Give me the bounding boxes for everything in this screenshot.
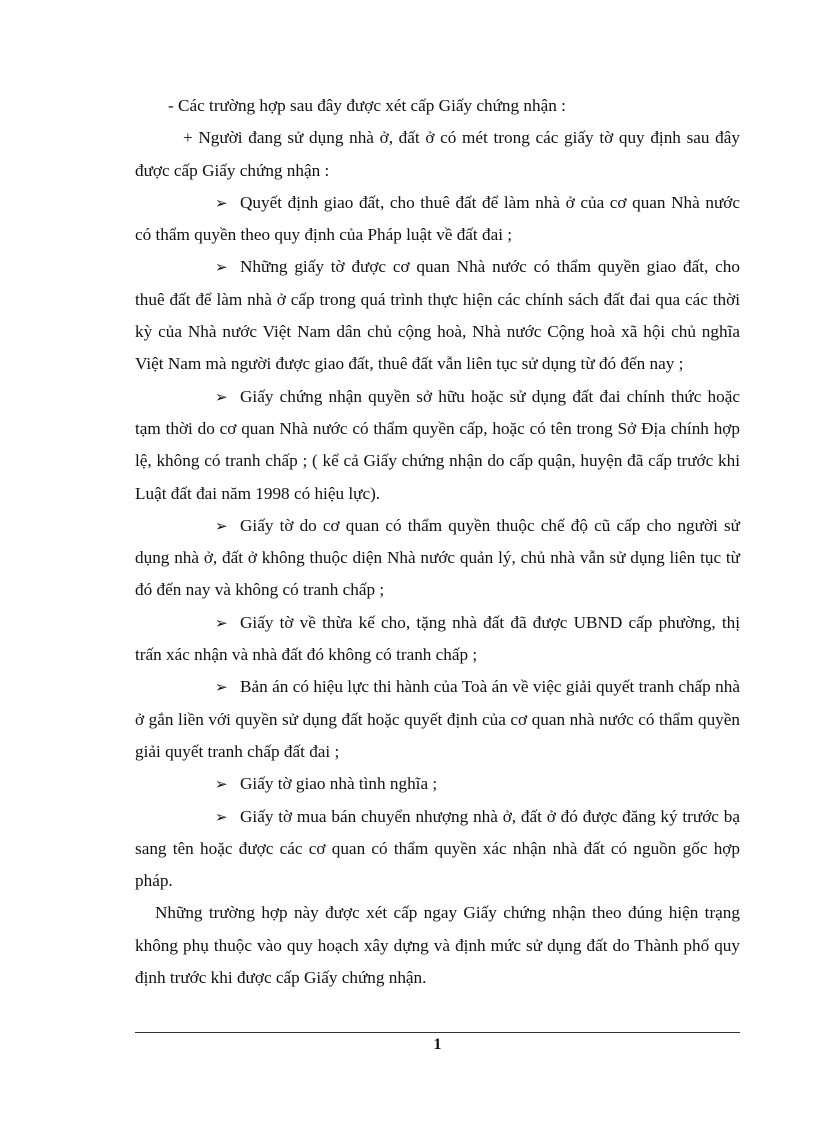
bullet-text: Giấy tờ do cơ quan có thẩm quyền thuộc chế độ cũ cấp cho người sử dụng nhà ở, đất ở không thuộc diện Nhà nước quản lý, chủ nhà vẫn sử dụng liên tục từ đó đến nay và không có tranh chấp ; (135, 515, 740, 600)
bullet-text: Giấy tờ giao nhà tình nghĩa ; (240, 774, 438, 794)
bullet-text: Giấy tờ mua bán chuyển nhượng nhà ở, đất ở đó được đăng ký trước bạ sang tên hoặc được các cơ quan có thẩm quyền xác nhận nhà đất có nguồn gốc hợp pháp. (135, 806, 740, 891)
bullet-text: Những giấy tờ được cơ quan Nhà nước có thẩm quyền giao đất, cho thuê đất để làm nhà ở cấp trong quá trình thực hiện các chính sách đất đai qua các thời kỳ của Nhà nước Việt Nam dân chủ cộng hoà, Nhà nước Cộng hoà xã hội chủ nghĩa Việt Nam mà người được giao đất, thuê đất vẫn liên tục sử dụng từ đó đến nay ; (135, 257, 740, 374)
arrow-bullet-icon: ➢ (215, 387, 228, 406)
closing-paragraph: Những trường hợp này được xét cấp ngay Giấy chứng nhận theo đúng hiện trạng không phụ thuộc vào quy hoạch xây dựng và định mức sử dụng đất do Thành phố quy định trước khi được cấp Giấy chứng nhận. (135, 903, 740, 988)
arrow-bullet-icon: ➢ (215, 516, 228, 535)
arrow-bullet-icon: ➢ (215, 775, 228, 794)
bullet-item-3 (135, 381, 740, 510)
bullet-item-7 (135, 768, 740, 800)
bullet-item-2 (135, 251, 740, 380)
page-number: 1 (433, 1036, 442, 1053)
bullet-text: Quyết định giao đất, cho thuê đất để làm nhà ở của cơ quan Nhà nước có thẩm quyền theo quy định của Pháp luật về đất đai ; (135, 192, 740, 245)
plus-item-paragraph: + Người đang sử dụng nhà ở, đất ở có mét trong các giấy tờ quy định sau đây được cấp Giấy chứng nhận : (135, 128, 740, 180)
bullet-item-4 (135, 510, 740, 607)
arrow-bullet-icon: ➢ (215, 613, 228, 632)
arrow-bullet-icon: ➢ (215, 807, 228, 826)
bullet-text: Giấy chứng nhận quyền sở hữu hoặc sử dụng đất đai chính thức hoặc tạm thời do cơ quan Nhà nước có thẩm quyền cấp, hoặc có tên trong Sở Địa chính hợp lệ, không có tranh chấp ; ( kể cả Giấy chứng nhận do cấp quận, huyện đã cấp trước khi Luật đất đai năm 1998 có hiệu lực). (135, 386, 740, 503)
arrow-bullet-icon: ➢ (215, 193, 228, 212)
footer-divider (135, 1032, 740, 1033)
bullet-text: Giấy tờ về thừa kế cho, tặng nhà đất đã được UBND cấp phường, thị trấn xác nhận và nhà đất đó không có tranh chấp ; (135, 612, 740, 665)
bullet-item-1 (135, 187, 740, 252)
arrow-bullet-icon: ➢ (215, 258, 228, 277)
bullet-item-8 (135, 801, 740, 898)
intro-paragraph: - Các trường hợp sau đây được xét cấp Giấy chứng nhận : (168, 96, 566, 115)
bullet-text: Bản án có hiệu lực thi hành của Toà án về việc giải quyết tranh chấp nhà ở gắn liền với quyền sử dụng đất hoặc quyết định của cơ quan nhà nước có thẩm quyền giải quyết tranh chấp đất đai ; (135, 677, 740, 761)
bullet-item-6 (135, 671, 740, 768)
arrow-bullet-icon: ➢ (215, 678, 228, 697)
document-body (135, 90, 740, 994)
bullet-item-5 (135, 607, 740, 672)
